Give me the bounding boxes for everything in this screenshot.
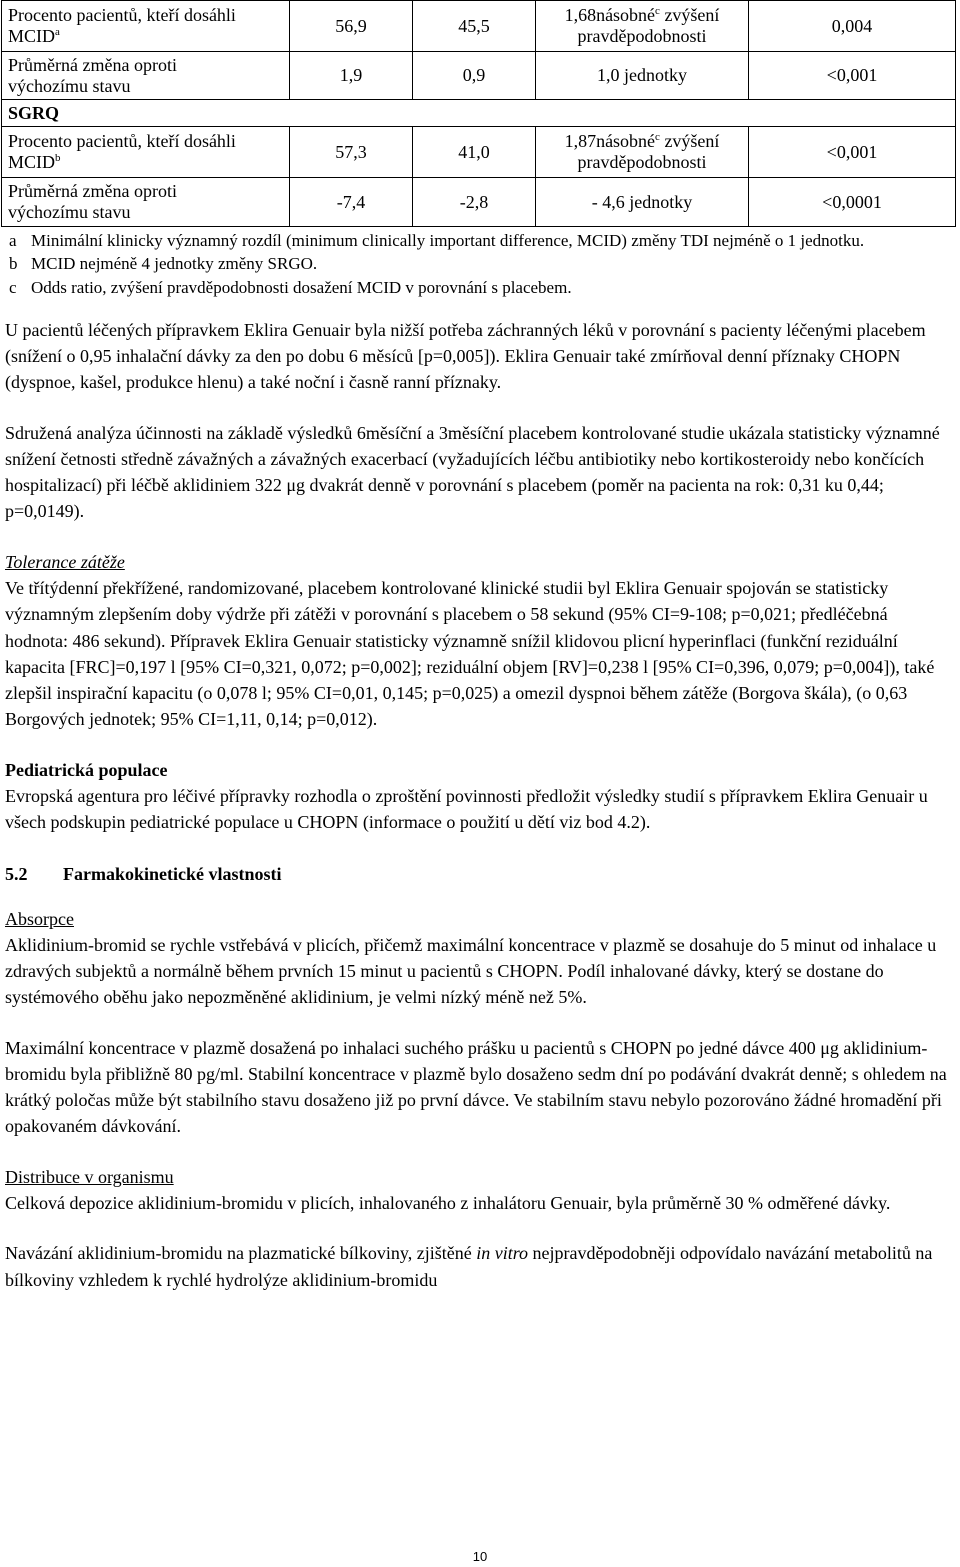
table-section-row: [2, 100, 956, 127]
section-number: 5.2: [5, 864, 28, 885]
table-row: [2, 52, 956, 100]
row-label: Průměrná změna oproti výchozímu stavu: [2, 178, 290, 227]
row-label: Procento pacientů, kteří dosáhli MCID$^b$: [2, 127, 290, 178]
heading-pediatric: Pediatrická populace: [5, 759, 168, 780]
cell-pvalue: 0,004: [749, 1, 956, 52]
paragraph-exercise-tolerance: Ve třítýdenní překřížené, randomizované, placebem kontrolované klinické studii byl Eklira Genuair spojován se statisticky významným zlepšením doby výdrže při zátěži v porovnání s placebem o 58 sekund (95% CI=9-108; p=0,021; předléčebná hodnota: 486 sekund). Přípravek Eklira Genuair statisticky významně snížil klidovou plicní hyperinflaci (funkční reziduální kapacita [FRC]=0,197 l [95% CI=0,321, 0,072; p=0,002]; reziduální objem [RV]=0,238 l [95% CI=0,396, 0,079; p=0,004]), také zlepšil inspirační kapacitu (o 0,078 l; 95% CI=0,01, 0,145; p=0,025) a omezil dyspnoi během zátěže (Borgova škála), (o 0,63 Borgových jednotek; 95% CI=1,11, 0,14; p=0,012).: [5, 577, 935, 730]
cell-pvalue: <0,001: [749, 52, 956, 100]
section-heading: [5, 861, 951, 887]
paragraph-pediatric: Evropská agentura pro léčivé přípravky rozhodla o zproštění povinnosti předložit výsledky studií s přípravkem Eklira Genuair u všech podskupin pediatrické populace u CHOPN (informace o použití u dětí viz bod 4.2).: [5, 785, 928, 833]
table-row: [2, 127, 956, 178]
cell-value: 1,87násobné$^c$ zvýšení pravděpodobnosti: [536, 127, 749, 178]
cell-value: 56,9: [290, 1, 413, 52]
table-row: [2, 178, 956, 227]
document-page: [5, 0, 951, 1293]
table-row: [2, 1, 956, 52]
row-label: Procento pacientů, kteří dosáhli MCID$^a$: [2, 1, 290, 52]
cell-value: 45,5: [413, 1, 536, 52]
table-footnotes: [5, 229, 951, 299]
section-label-sgrq: SGRQ: [2, 100, 956, 127]
cell-value: -2,8: [413, 178, 536, 227]
row-label: Průměrná změna oproti výchozímu stavu: [2, 52, 290, 100]
cell-pvalue: <0,0001: [749, 178, 956, 227]
paragraph-plasma-concentration: Maximální koncentrace v plazmě dosažená po inhalaci suchého prášku u pacientů s CHOPN po jedné dávce 400 μg aklidinium-bromidu byla přibližně 80 pg/ml. Stabilní koncentrace v plazmě bylo dosaženo sedm dní po podávání dvakrát denně; s ohledem na krátký poločas může být stabilního stavu dosaženo již po první dávce. Ve stabilním stavu nebylo pozorováno žádné hromadění při opakovaném dávkování.: [5, 1037, 947, 1137]
results-table: [1, 0, 956, 227]
paragraph-rescue-medication: U pacientů léčených přípravkem Eklira Genuair byla nižší potřeba záchranných léků v porovnání s pacienty léčenými placebem (snížení o 0,95 inhalační dávky za den po dobu 6 měsíců [p=0,005]). Eklira Genuair také zmírňoval denní příznaky CHOPN (dyspnoe, kašel, produkce hlenu) a také noční i časně ranní příznaky.: [5, 319, 926, 393]
heading-distribution: Distribuce v organismu: [5, 1166, 174, 1187]
cell-value: 57,3: [290, 127, 413, 178]
heading-exercise-tolerance: Tolerance zátěže: [5, 551, 125, 572]
page-number: 10: [472, 1549, 488, 1564]
cell-pvalue: <0,001: [749, 127, 956, 178]
cell-value: 1,68násobné$^c$ zvýšení pravděpodobnosti: [536, 1, 749, 52]
footnote: b MCID nejméně 4 jednotky změny SRGO.: [9, 254, 318, 274]
cell-value: - 4,6 jednotky: [536, 178, 749, 227]
paragraph-absorption: Aklidinium-bromid se rychle vstřebává v plicích, přičemž maximální koncentrace v plazmě se dosahuje do 5 minut od inhalace u zdravých subjektů a normálně během prvních 15 minut u pacientů s CHOPN. Podíl inhalované dávky, který se dostane do systémového oběhu jako nepozměněné aklidinium, je velmi nízký méně než 5%.: [5, 934, 937, 1008]
cell-value: 1,9: [290, 52, 413, 100]
paragraph-protein-binding: Navázání aklidinium-bromidu na plazmatické bílkoviny, zjištěné in vitro nejpravděpodobněji odpovídalo navázání metabolitů na bílkoviny vzhledem k rychlé hydrolýze aklidinium-bromidu: [5, 1243, 933, 1290]
cell-value: 0,9: [413, 52, 536, 100]
section-title: Farmakokinetické vlastnosti: [63, 864, 282, 885]
cell-value: 41,0: [413, 127, 536, 178]
cell-value: 1,0 jednotky: [536, 52, 749, 100]
heading-absorption: Absorpce: [5, 908, 74, 929]
paragraph-distribution: Celková depozice aklidinium-bromidu v plicích, inhalovaného z inhalátoru Genuair, byla průměrně 30 % odměřené dávky.: [5, 1193, 891, 1214]
footnote: c Odds ratio, zvýšení pravděpodobnosti dosažení MCID v porovnání s placebem.: [9, 277, 572, 297]
cell-value: -7,4: [290, 178, 413, 227]
footnote: a Minimální klinicky významný rozdíl (minimum clinically important difference, MCID) změny TDI nejméně o 1 jednotku.: [9, 231, 865, 250]
paragraph-pooled-analysis: Sdružená analýza účinnosti na základě výsledků 6měsíční a 3měsíční placebem kontrolované studie ukázala statisticky významné snížení četnosti středně závažných a závažných exacerbací (vyžadujících léčbu antibiotiky nebo kortikosteroidy nebo končících hospitalizací) při léčbě aklidiniem 322 μg dvakrát denně v porovnání s placebem (poměr na pacienta na rok: 0,31 ku 0,44; p=0,0149).: [5, 422, 940, 522]
